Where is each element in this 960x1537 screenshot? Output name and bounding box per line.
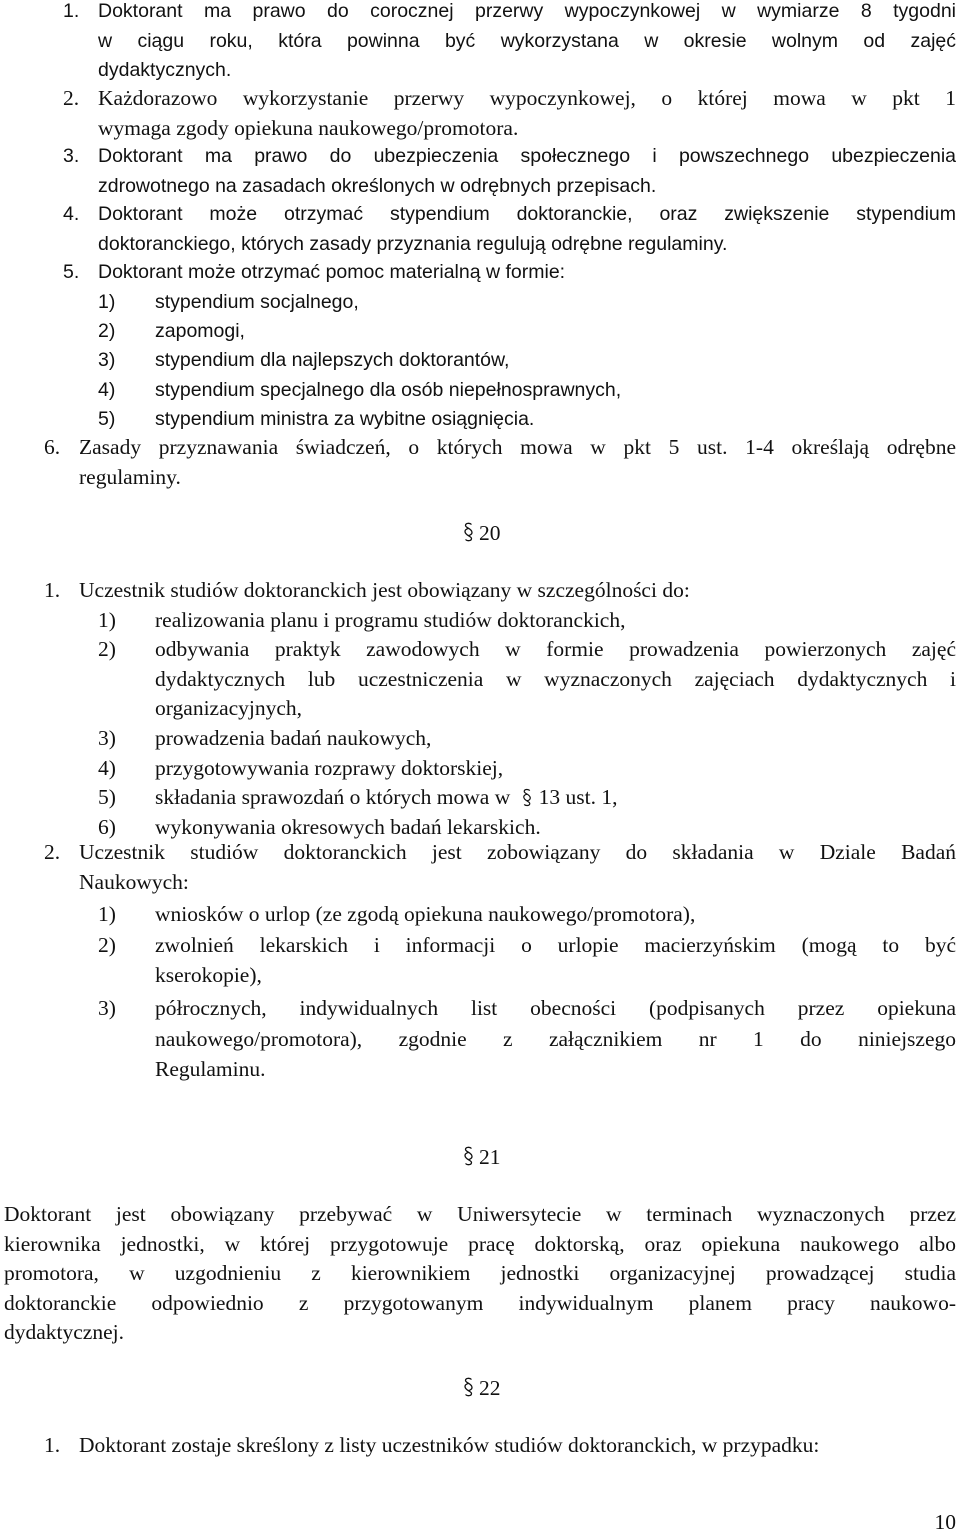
sublist-item — [98, 929, 956, 993]
text-line: regulaminy. — [79, 464, 181, 489]
sub-text: wykonywania okresowych badań lekarskich. — [155, 814, 541, 839]
text-line: odbywania praktyk zawodowych w formie prowadzenia powierzonych zajęć — [155, 637, 956, 662]
text-line: Regulaminu. — [155, 1057, 266, 1081]
item-text: Doktorant zostaje skreślony z listy uczestników studiów doktoranckich, w przypadku: — [79, 1433, 820, 1457]
text-line: półrocznych, indywidualnych list obecności (podpisanych przez opiekuna — [155, 996, 956, 1020]
text-line: dydaktycznych. — [98, 59, 232, 82]
sub-number: 3) — [98, 349, 116, 372]
sub-number: 6) — [98, 814, 116, 839]
sub-number: 4) — [98, 755, 116, 780]
sub-text: prowadzenia badań naukowych, — [155, 725, 432, 750]
text-line: Doktorant ma prawo do ubezpieczenia społecznego i powszechnego ubezpieczenia — [98, 145, 956, 167]
list-item — [79, 838, 956, 897]
sub-number: 3) — [98, 996, 116, 1020]
sub-number: 5) — [98, 785, 116, 810]
section-heading — [462, 1143, 501, 1172]
sub-text — [155, 783, 617, 813]
sub-text: stypendium socjalnego, — [155, 291, 359, 313]
text-line: dydaktycznych lub uczestniczenia w wyznaczonych zajęciach dydaktycznych i — [155, 666, 956, 691]
text-line: Doktorant może otrzymać stypendium doktoranckie, oraz zwiększenie stypendium — [98, 203, 956, 225]
sub-number: 2) — [98, 637, 116, 662]
sub-number: 5) — [98, 407, 116, 430]
paragraph — [4, 1200, 956, 1348]
text-line: organizacyjnych, — [155, 696, 303, 721]
section-sign-icon — [462, 1146, 475, 1166]
text-line: dydaktycznej. — [4, 1320, 124, 1345]
text-line: Naukowych: — [79, 869, 189, 894]
sub-text: stypendium ministra za wybitne osiągnięcia. — [155, 407, 535, 430]
item-text: Uczestnik studiów doktoranckich jest obowiązany w szczególności do: — [79, 578, 690, 602]
text-line: wymaga zgody opiekuna naukowego/promotora. — [98, 115, 519, 140]
sublist-item — [98, 993, 956, 1085]
sublist-item — [98, 754, 956, 784]
sublist — [98, 899, 956, 1085]
sub-text: wniosków o urlop (ze zgodą opiekuna naukowego/promotora), — [155, 902, 696, 926]
text-line: Doktorant może otrzymać pomoc materialną w formie: — [98, 261, 566, 283]
item-number: 5. — [63, 261, 80, 283]
section-sign-icon — [462, 522, 475, 542]
sublist — [98, 606, 956, 843]
item-number: 4. — [63, 203, 80, 225]
text-line: promotora, w uzgodnieniu z kierownikiem jednostki organizacyjnej prowadzącej studia — [4, 1261, 956, 1286]
sub-number: 2) — [98, 933, 116, 957]
list-item — [98, 200, 956, 259]
list-item — [98, 258, 956, 288]
text-line: kserokopie), — [155, 963, 262, 987]
item-number: 1. — [63, 0, 80, 22]
text-line: Każdorazowo wykorzystanie przerwy wypoczynkowej, o której mowa w pkt 1 — [98, 86, 956, 110]
sublist-item — [98, 724, 956, 754]
section-sign-icon — [462, 1377, 475, 1397]
sub-number: 3) — [98, 725, 116, 750]
text-line: Doktorant ma prawo do corocznej przerwy wypoczynkowej w wymiarze 8 tygodni — [98, 0, 956, 22]
text-line: Doktorant jest obowiązany przebywać w Uniwersytecie w terminach wyznaczonych przez — [4, 1202, 956, 1226]
text-line: kierownika jednostki, w której przygotowuje pracę doktorską, oraz opiekuna naukowego albo — [4, 1231, 956, 1256]
section-number: 22 — [479, 1376, 501, 1400]
sub-text-part: 13 ust. 1, — [538, 785, 618, 810]
text-line: Zasady przyznawania świadczeń, o których mowa w pkt 5 ust. 1-4 określają odrębne — [79, 435, 956, 459]
sublist-item — [98, 635, 956, 724]
section-heading — [462, 519, 501, 548]
sublist-item — [98, 899, 956, 929]
text-line: doktoranckie odpowiednio z przygotowanym indywidualnym planem pracy naukowo- — [4, 1290, 956, 1315]
item-number: 2. — [44, 840, 61, 864]
sub-number: 2) — [98, 320, 116, 343]
sub-text: stypendium specjalnego dla osób niepełnosprawnych, — [155, 378, 622, 401]
text-line: zwolnień lekarskich i informacji o urlopie macierzyńskim (mogą to być — [155, 933, 956, 957]
sub-text: zapomogi, — [155, 320, 245, 343]
item-number: 1. — [44, 578, 61, 602]
section-sign-icon — [521, 788, 533, 807]
list-item — [98, 142, 956, 201]
sublist-item — [98, 783, 956, 813]
item-number: 1. — [44, 1433, 61, 1457]
sub-text-part: składania sprawozdań o których mowa w — [155, 785, 511, 810]
list-item — [98, 0, 956, 86]
page-number: 10 — [934, 1510, 956, 1534]
sub-number: 1) — [98, 291, 116, 313]
item-number: 3. — [63, 145, 80, 167]
text-line: doktoranckiego, których zasady przyznania regulują odrębne regulaminy. — [98, 232, 728, 255]
list-item — [98, 84, 956, 143]
section-number: 21 — [479, 1145, 501, 1169]
item-number: 6. — [44, 435, 61, 459]
text-line: naukowego/promotora), zgodnie z załącznikiem nr 1 do niniejszego — [155, 1026, 956, 1051]
section-heading — [462, 1374, 501, 1403]
sub-text: realizowania planu i programu studiów doktoranckich, — [155, 607, 626, 632]
sub-number: 1) — [98, 607, 116, 632]
sublist-item — [98, 606, 956, 636]
section-number: 20 — [479, 521, 501, 545]
text-line: Uczestnik studiów doktoranckich jest zobowiązany do składania w Dziale Badań — [79, 840, 956, 864]
sub-text: przygotowywania rozprawy doktorskiej, — [155, 755, 504, 780]
sub-number: 4) — [98, 378, 116, 401]
sub-number: 1) — [98, 902, 116, 926]
text-line: w ciągu roku, która powinna być wykorzystana w okresie wolnym od zajęć — [98, 29, 956, 52]
list-item — [79, 433, 956, 492]
text-line: zdrowotnego na zasadach określonych w odrębnych przepisach. — [98, 174, 657, 197]
item-number: 2. — [63, 86, 80, 110]
sub-text: stypendium dla najlepszych doktorantów, — [155, 349, 510, 372]
